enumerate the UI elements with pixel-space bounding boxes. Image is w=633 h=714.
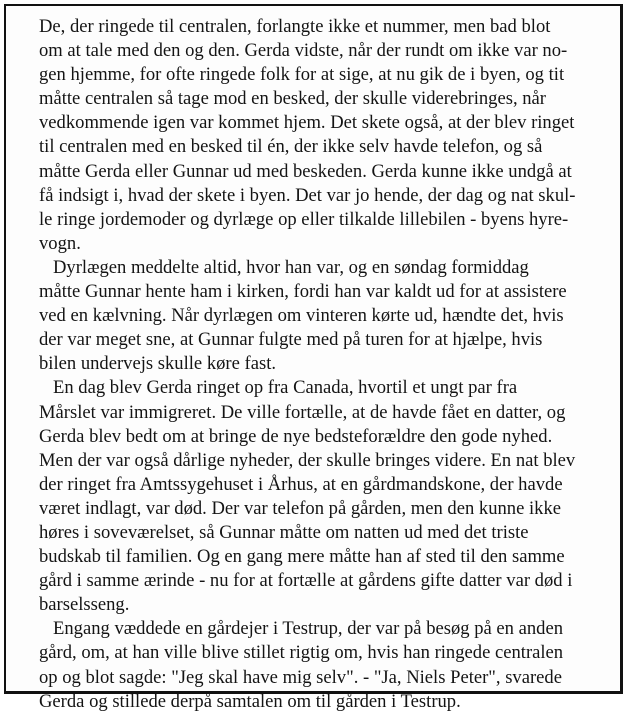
document-body [39, 15, 619, 714]
text-line: le ringe jordemoder og dyrlæge op eller tilkalde lillebilen - byens hyre- [39, 208, 569, 230]
page-frame [4, 4, 623, 712]
text-line: gård, om, at han ville blive stillet rigtig om, hvis han ringede centralen [39, 642, 564, 664]
text-line: vedkommende igen var kommet hjem. Det skete også, at der blev ringet [39, 112, 575, 134]
text-line: høres i soveværelset, så Gunnar måtte om natten ud med det triste [39, 521, 529, 543]
text-line: gård i samme ærinde - nu for at fortælle at gårdens gifte datter var død i [39, 570, 573, 592]
text-line: få indsigt i, hvad der skete i byen. Det var jo hende, der dag og nat skul- [39, 184, 576, 206]
paragraph-first-line: En dag blev Gerda ringet op fra Canada, hvortil et ungt par fra [53, 377, 518, 399]
text-line: De, der ringede til centralen, forlangte ikke et nummer, men bad blot [39, 16, 551, 37]
text-line: vogn. [39, 232, 81, 254]
text-line: Gerda blev bedt om at bringe de nye bedsteforældre den gode nyhed. [39, 425, 553, 447]
text-line: budskab til familien. Og en gang mere måtte han af sted til den samme [39, 546, 565, 568]
text-line: der var meget sne, at Gunnar fulgte med på turen for at hjælpe, hvis [39, 329, 543, 351]
text-line: gen hjemme, for ofte ringede folk for at sige, at nu gik de i byen, og tit [39, 64, 565, 86]
paragraph-first-line: Engang væddede en gårdejer i Testrup, der var på besøg på en anden [53, 618, 564, 640]
text-line: Gerda og stillede derpå samtalen om til gården i Testrup. [39, 690, 461, 712]
text-line: op og blot sagde: "Jeg skal have mig selv". - "Ja, Niels Peter", svarede [39, 666, 562, 688]
text-line: bilen undervejs skulle køre fast. [39, 353, 277, 375]
paragraph-first-line: Dyrlægen meddelte altid, hvor han var, og en søndag formiddag [53, 256, 529, 278]
text-line: barselsseng. [39, 594, 130, 616]
text-line: måtte Gerda eller Gunnar ud med beskeden. Gerda kunne ikke undgå at [39, 160, 572, 182]
text-line: været indlagt, var død. Der var telefon på gården, men den kunne ikke [39, 497, 561, 519]
text-line: der ringet fra Amtssygehuset i Århus, at en gårdmandskone, der havde [39, 473, 563, 495]
text-line: til centralen med en besked til én, der ikke selv havde telefon, og så [39, 136, 543, 158]
text-line: om at tale med den og den. Gerda vidste, når der rundt om ikke var no- [39, 40, 568, 62]
text-line: ved en kælvning. Når dyrlægen om vinteren kørte ud, hændte det, hvis [39, 305, 564, 327]
text-line: Mårslet var immigreret. De ville fortælle, at de havde fået en datter, og [39, 401, 566, 423]
text-line: måtte Gunnar hente ham i kirken, fordi han var kaldt ud for at assistere [39, 281, 567, 303]
text-line: Men der var også dårlige nyheder, der skulle bringes videre. En nat blev [39, 449, 576, 471]
text-line: måtte centralen så tage mod en besked, der skulle viderebringes, når [39, 88, 546, 110]
